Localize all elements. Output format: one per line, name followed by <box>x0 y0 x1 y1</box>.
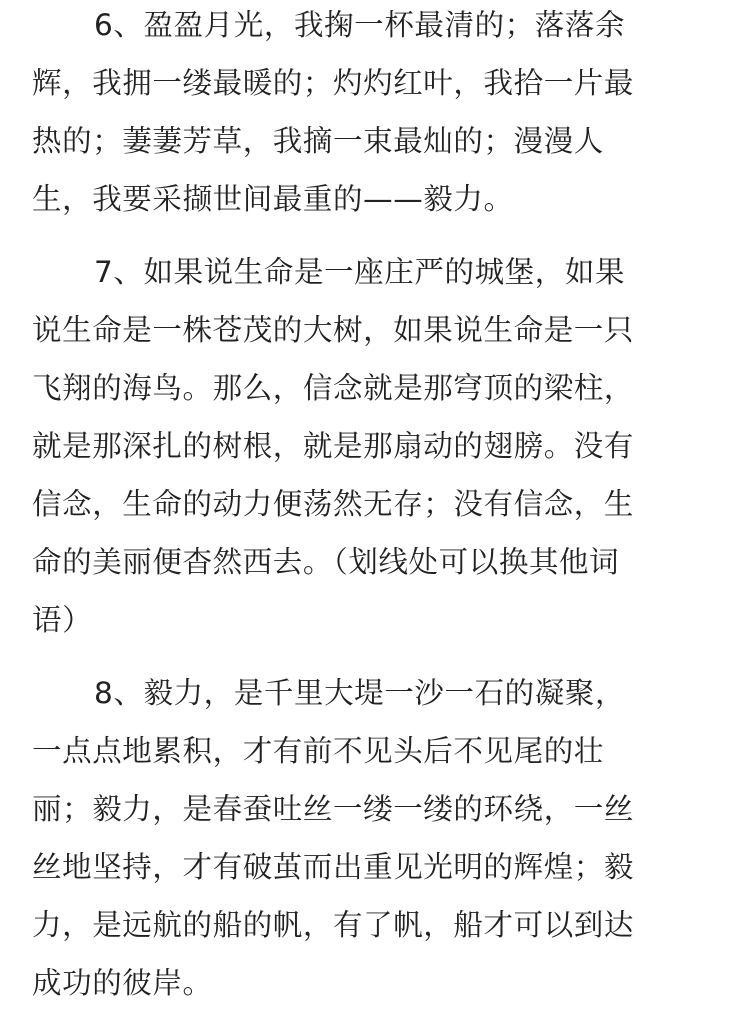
paragraph-8 <box>32 664 722 1012</box>
paragraph-line: 成功的彼岸。 <box>32 966 213 1000</box>
paragraph-line: 说生命是一株苍茂的大树，如果说生命是一只 <box>32 313 635 347</box>
paragraph-line: 生，我要采撷世间最重的——毅力。 <box>32 182 514 216</box>
paragraph-line: 命的美丽便杳然西去。（划线处可以换其他词 <box>32 545 620 579</box>
paragraph-line: 丝地坚持，才有破茧而出重见光明的辉煌；毅 <box>32 850 635 884</box>
paragraph-line: 力，是远航的船的帆，有了帆，船才可以到达 <box>32 908 635 942</box>
paragraph-line: 热的；萋萋芳草，我摘一束最灿的；漫漫人 <box>32 124 604 158</box>
paragraph-line: 飞翔的海鸟。那么，信念就是那穹顶的梁柱， <box>32 371 635 405</box>
paragraph-7 <box>32 243 722 649</box>
paragraph-line: 语） <box>32 603 93 637</box>
paragraph-line: 辉，我拥一缕最暖的；灼灼红叶，我拾一片最 <box>32 66 635 100</box>
paragraph-line: 一点点地累积，才有前不见头后不见尾的壮 <box>32 734 604 768</box>
paragraph-line: 丽；毅力，是春蚕吐丝一缕一缕的环绕，一丝 <box>32 792 635 826</box>
paragraph-line: 8、毅力，是千里大堤一沙一石的凝聚， <box>94 676 626 710</box>
paragraph-line: 就是那深扎的树根，就是那扇动的翅膀。没有 <box>32 429 635 463</box>
paragraph-6 <box>32 0 722 228</box>
paragraph-line: 6、盈盈月光，我掬一杯最清的；落落余 <box>94 8 626 42</box>
paragraph-line: 信念，生命的动力便荡然无存；没有信念，生 <box>32 487 635 521</box>
paragraph-line: 7、如果说生命是一座庄严的城堡，如果 <box>94 255 626 289</box>
